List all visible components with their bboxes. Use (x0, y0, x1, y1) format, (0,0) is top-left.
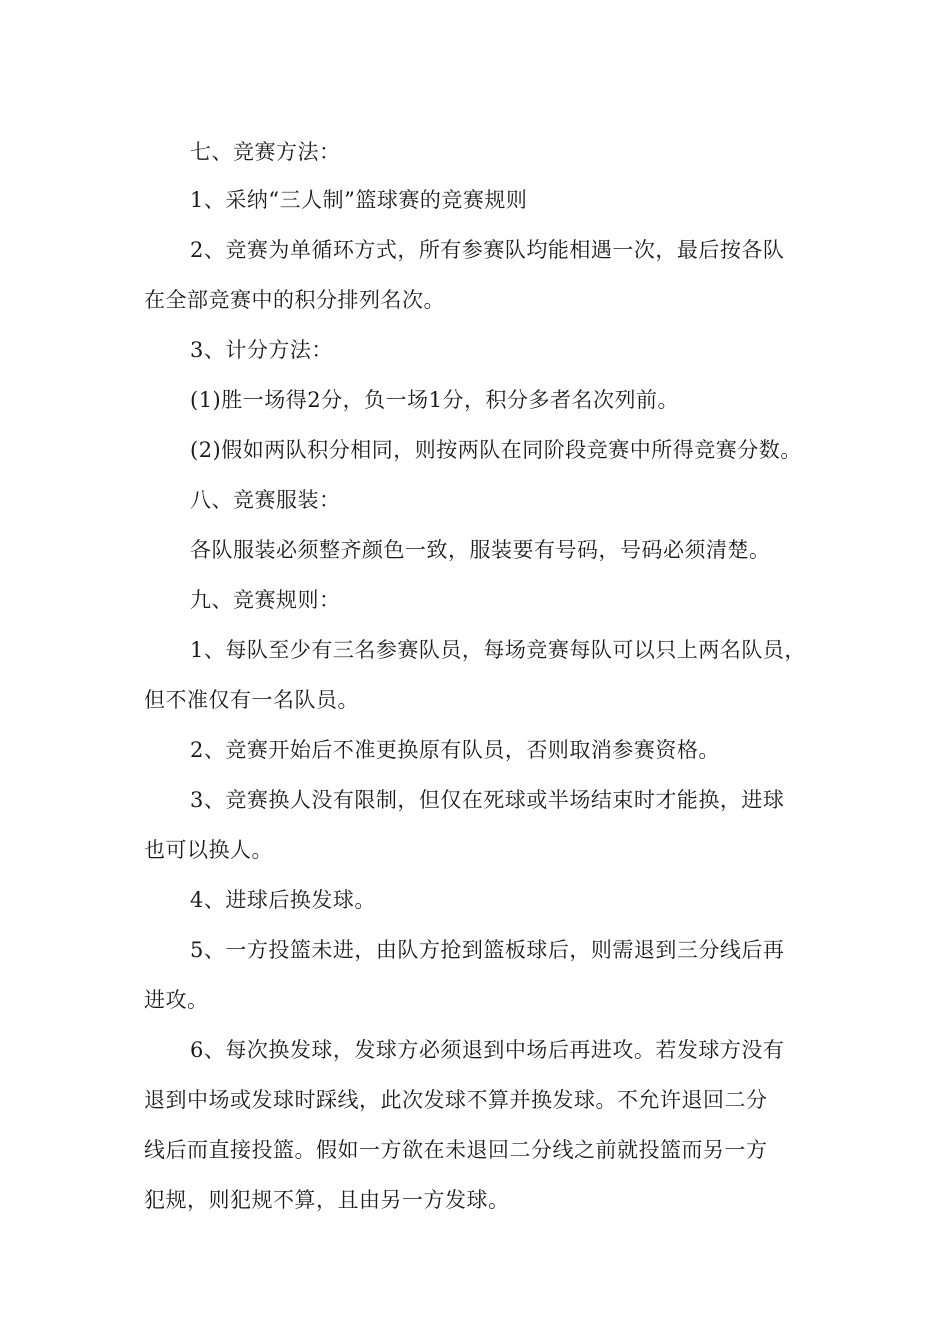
section-heading-rules: 九、竞赛规则： (190, 588, 341, 612)
paragraph-line: 1、采纳“三人制”篮球赛的竞赛规则 (190, 188, 528, 212)
paragraph-line: 也可以换人。 (144, 838, 273, 862)
paragraph-line: 各队服装必须整齐颜色一致，服装要有号码，号码必须清楚。 (190, 538, 771, 562)
paragraph-line: 6、每次换发球，发球方必须退到中场后再进攻。若发球方没有 (190, 1038, 785, 1062)
paragraph-line: 线后而直接投篮。假如一方欲在未退回二分线之前就投篮而另一方 (144, 1138, 768, 1162)
paragraph-line: (1)胜一场得2分，负一场1分，积分多者名次列前。 (190, 388, 679, 412)
paragraph-line: 5、一方投篮未进，由队方抢到篮板球后，则需退到三分线后再 (190, 938, 785, 962)
paragraph-line: 3、竞赛换人没有限制，但仅在死球或半场结束时才能换，进球 (190, 788, 785, 812)
paragraph-line: 2、竞赛开始后不准更换原有队员，否则取消参赛资格。 (190, 738, 720, 762)
paragraph-line: 1、每队至少有三名参赛队员，每场竞赛每队可以只上两名队员， (190, 638, 806, 662)
paragraph-line: 犯规，则犯规不算，且由另一方发球。 (144, 1188, 510, 1212)
paragraph-line: 但不准仅有一名队员。 (144, 688, 359, 712)
paragraph-line: 进攻。 (144, 988, 209, 1012)
paragraph-line: (2)假如两队积分相同，则按两队在同阶段竞赛中所得竞赛分数。 (190, 438, 802, 462)
paragraph-line: 退到中场或发球时踩线，此次发球不算并换发球。不允许退回二分 (144, 1088, 768, 1112)
paragraph-line: 2、竞赛为单循环方式，所有参赛队均能相遇一次，最后按各队 (190, 238, 785, 262)
paragraph-line: 在全部竞赛中的积分排列名次。 (144, 288, 445, 312)
paragraph-line: 3、计分方法： (190, 338, 333, 362)
paragraph-line: 4、进球后换发球。 (190, 888, 376, 912)
section-heading-uniform: 八、竞赛服装： (190, 488, 341, 512)
section-heading-competition-method: 七、竞赛方法： (190, 140, 341, 164)
